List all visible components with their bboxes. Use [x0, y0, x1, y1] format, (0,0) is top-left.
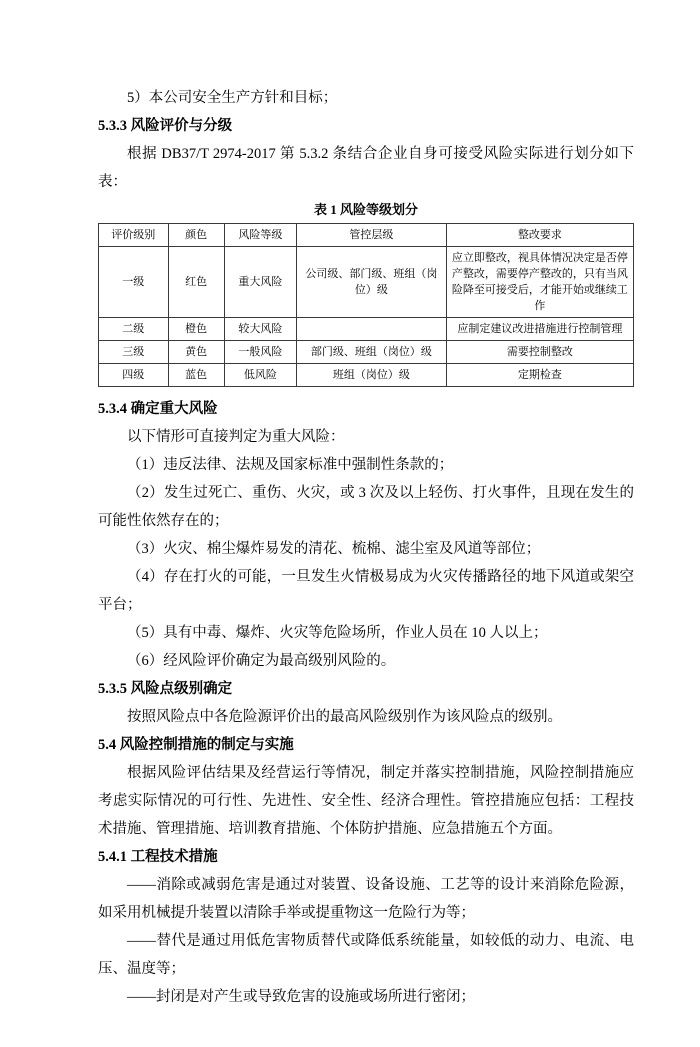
- cell-level: 一级: [99, 247, 169, 318]
- paragraph-basis: 根据 DB37/T 2974-2017 第 5.3.2 条结合企业自身可接受风险实际进行划分如下表：: [98, 146, 634, 190]
- table-row: [99, 364, 634, 387]
- list-item-1: （1）违反法律、法规及国家标准中强制性条款的；: [127, 457, 454, 473]
- cell-level: 二级: [99, 318, 169, 341]
- cell-rectification: 定期检查: [446, 364, 633, 387]
- cell-risk-grade: 较大风险: [224, 318, 296, 341]
- cell-rectification: 应制定建议改进措施进行控制管理: [446, 318, 633, 341]
- paragraph-control-measures: 根据风险评估结果及经营运行等情况，制定并落实控制措施，风险控制措施应考虑实际情况的可行性、先进性、安全性、经济合理性。管控措施应包括：工程技术措施、管理措施、培训教育措施、个体防护措施、应急措施五个方面。: [98, 765, 634, 837]
- table-caption: 表 1 风险等级划分: [313, 202, 418, 217]
- heading-5-3-5: 5.3.5 风险点级别确定: [98, 681, 233, 697]
- cell-control-tier: [296, 318, 446, 341]
- list-item-4: （4）存在打火的可能，一旦发生火情极易成为火灾传播路径的地下风道或架空平台；: [98, 569, 634, 613]
- cell-level: 三级: [99, 341, 169, 364]
- cell-control-tier: 部门级、班组（岗位）级: [296, 341, 446, 364]
- paragraph-policy-goal: 5）本公司安全生产方针和目标；: [127, 90, 338, 106]
- cell-control-tier: 公司级、部门级、班组（岗位）级: [296, 247, 446, 318]
- heading-5-4-1: 5.4.1 工程技术措施: [98, 849, 218, 865]
- list-item-2: （2）发生过死亡、重伤、火灾，或 3 次及以上轻伤、打火事件，且现在发生的可能性依然存在的；: [98, 485, 634, 529]
- cell-risk-grade: 低风险: [224, 364, 296, 387]
- cell-rectification: 需要控制整改: [446, 341, 633, 364]
- risk-grade-table: [98, 223, 634, 387]
- cell-level: 四级: [99, 364, 169, 387]
- table-header-row: [99, 224, 634, 247]
- cell-risk-grade: 重大风险: [224, 247, 296, 318]
- cell-color: 红色: [168, 247, 224, 318]
- table-row: [99, 341, 634, 364]
- dash-item-substitute: ——替代是通过用低危害物质替代或降低系统能量，如较低的动力、电流、电压、温度等；: [98, 933, 634, 977]
- table-row: [99, 318, 634, 341]
- column-header-color: 颜色: [168, 224, 224, 247]
- list-item-6: （6）经风险评价确定为最高级别风险的。: [127, 653, 396, 669]
- table-row: [99, 247, 634, 318]
- column-header-level: 评价级别: [99, 224, 169, 247]
- dash-item-eliminate: ——消除或减弱危害是通过对装置、设备设施、工艺等的设计来消除危险源，如采用机械提升装置以清除手举或提重物这一危险行为等；: [98, 877, 634, 921]
- cell-rectification: 应立即整改，视具体情况决定是否停产整改，需要停产整改的，只有当风险降至可接受后，才能开始或继续工作: [446, 247, 633, 318]
- column-header-rectification: 整改要求: [446, 224, 633, 247]
- column-header-control-tier: 管控层级: [296, 224, 446, 247]
- paragraph-point-level: 按照风险点中各危险源评价出的最高风险级别作为该风险点的级别。: [127, 709, 562, 725]
- list-item-3: （3）火灾、棉尘爆炸易发的清花、梳棉、滤尘室及风道等部位；: [127, 541, 541, 557]
- cell-control-tier: 班组（岗位）级: [296, 364, 446, 387]
- cell-risk-grade: 一般风险: [224, 341, 296, 364]
- cell-color: 黄色: [168, 341, 224, 364]
- heading-5-4: 5.4 风险控制措施的制定与实施: [98, 737, 294, 753]
- heading-5-3-4: 5.3.4 确定重大风险: [98, 401, 218, 417]
- paragraph-major-risk-intro: 以下情形可直接判定为重大风险：: [127, 429, 345, 445]
- column-header-risk-grade: 风险等级: [224, 224, 296, 247]
- cell-color: 橙色: [168, 318, 224, 341]
- list-item-5: （5）具有中毒、爆炸、火灾等危险场所，作业人员在 10 人以上；: [127, 625, 548, 641]
- heading-5-3-3: 5.3.3 风险评价与分级: [98, 118, 233, 134]
- cell-color: 蓝色: [168, 364, 224, 387]
- dash-item-enclose: ——封闭是对产生或导致危害的设施或场所进行密闭；: [127, 989, 475, 1005]
